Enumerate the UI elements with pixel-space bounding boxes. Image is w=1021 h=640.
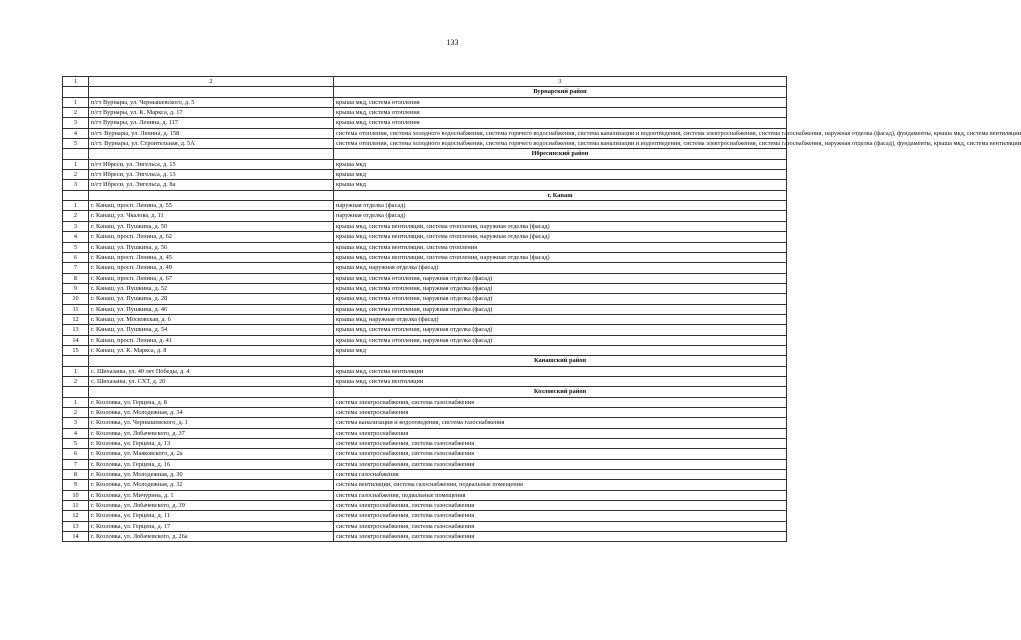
table-row <box>63 428 787 438</box>
row-number: 1 <box>63 97 89 107</box>
work-types-cell: система электроснабжения <box>334 408 787 418</box>
district-title: Вурнарский район <box>334 87 787 97</box>
work-types-cell: система электроснабжения <box>334 428 787 438</box>
column-header: 1 <box>63 77 89 87</box>
row-number: 2 <box>63 211 89 221</box>
row-number: 10 <box>63 294 89 304</box>
table-row <box>63 366 787 376</box>
row-number: 6 <box>63 252 89 262</box>
row-number: 5 <box>63 139 89 149</box>
row-number: 11 <box>63 501 89 511</box>
row-number: 3 <box>63 221 89 231</box>
work-types-cell: крыша мкд, наружная отделка (фасад) <box>334 314 787 324</box>
row-number: 12 <box>63 314 89 324</box>
row-number: 2 <box>63 408 89 418</box>
work-types-cell: крыша мкд <box>334 345 787 355</box>
row-number: 1 <box>63 366 89 376</box>
district-title: Ибресинский район <box>334 149 787 159</box>
table-row <box>63 139 787 149</box>
row-number: 5 <box>63 439 89 449</box>
address-cell: г. Канаш, просп. Ленина, д. 67 <box>89 273 334 283</box>
table-row <box>63 273 787 283</box>
address-cell: г. Канаш, ул. Пушкина, д. 56 <box>89 242 334 252</box>
address-cell: г. Канаш, ул. Пушкина, д. 50 <box>89 221 334 231</box>
table-row <box>63 211 787 221</box>
work-types-cell: система электроснабжения, система газоснабжения <box>334 439 787 449</box>
district-header-row <box>63 190 787 200</box>
work-types-cell: наружная отделка (фасад) <box>334 201 787 211</box>
address-cell: г. Козловка, ул. Герцена, д. 8 <box>89 397 334 407</box>
table-row <box>63 408 787 418</box>
table-row <box>63 397 787 407</box>
buildings-table <box>62 76 1021 542</box>
row-number: 2 <box>63 376 89 386</box>
row-number: 1 <box>63 159 89 169</box>
table-row <box>63 242 787 252</box>
work-types-cell: крыша мкд, система отопления <box>334 97 787 107</box>
address-cell: г. Канаш, ул. Пушкина, д. 54 <box>89 325 334 335</box>
address-cell: г. Канаш, просп. Ленина, д. 45 <box>89 252 334 262</box>
address-cell: г. Козловка, ул. Герцена, д. 11 <box>89 511 334 521</box>
table-row <box>63 418 787 428</box>
table-row <box>63 108 787 118</box>
table-row <box>63 263 787 273</box>
row-number: 1 <box>63 201 89 211</box>
district-header-row <box>63 387 787 397</box>
row-number: 7 <box>63 263 89 273</box>
work-types-cell: крыша мкд, система вентиляции, система отопления <box>334 242 787 252</box>
address-cell: г. Канаш, просп. Ленина, д. 62 <box>89 232 334 242</box>
work-types-cell: система отопления, система холодного водоснабжения, система горячего водоснабжения, система канализации и водоотведения, система электроснабжения, система газоснабжения, наружная отделка (фасад), фундаменты, крыша мкд, система вентиляции <box>334 128 787 138</box>
work-types-cell: система газоснабжения, подвальные помещения <box>334 490 787 500</box>
table-row <box>63 221 787 231</box>
table-row <box>63 314 787 324</box>
row-number: 12 <box>63 511 89 521</box>
row-number: 11 <box>63 304 89 314</box>
column-header: 3 <box>334 77 787 87</box>
work-types-cell: крыша мкд, система вентиляции, система отопления, наружная отделка (фасад) <box>334 252 787 262</box>
table-row <box>63 449 787 459</box>
address-cell: г. Канаш, ул. Чкалова, д. 11 <box>89 211 334 221</box>
address-cell: п/гт Вурнары, ул. Чернышевского, д. 5 <box>89 97 334 107</box>
table-row <box>63 294 787 304</box>
address-cell: г. Козловка, ул. Герцена, д. 13 <box>89 439 334 449</box>
table-row <box>63 521 787 531</box>
row-number: 2 <box>63 108 89 118</box>
address-cell: г. Козловка, ул. Герцена, д. 16 <box>89 459 334 469</box>
row-number: 14 <box>63 532 89 542</box>
row-number: 13 <box>63 325 89 335</box>
work-types-cell: крыша мкд, система отопления, наружная отделка (фасад) <box>334 325 787 335</box>
work-types-cell: система канализации и водоотведения, система газоснабжения <box>334 418 787 428</box>
table-row <box>63 501 787 511</box>
address-cell: г. Канаш, ул. Московская, д. 6 <box>89 314 334 324</box>
row-number: 14 <box>63 335 89 345</box>
table-row <box>63 470 787 480</box>
table-row <box>63 490 787 500</box>
table-row <box>63 170 787 180</box>
district-title: Канашский район <box>334 356 787 366</box>
table-row <box>63 345 787 355</box>
work-types-cell: крыша мкд <box>334 159 787 169</box>
address-cell: г. Козловка, ул. Лобачевского, д. 26а <box>89 532 334 542</box>
table-row <box>63 201 787 211</box>
work-types-cell: крыша мкд, система отопления, наружная отделка (фасад) <box>334 294 787 304</box>
address-cell: г. Канаш, ул. Пушкина, д. 46 <box>89 304 334 314</box>
work-types-cell: крыша мкд, система отопления, наружная отделка (фасад) <box>334 273 787 283</box>
address-cell: г. Канаш, ул. Пушкина, д. 52 <box>89 283 334 293</box>
address-cell: с. Шихазаны, ул. 40 лет Победы, д. 4 <box>89 366 334 376</box>
table-body <box>63 77 1021 542</box>
row-number: 9 <box>63 283 89 293</box>
row-number: 3 <box>63 418 89 428</box>
address-cell: г. Козловка, ул. Молодежная, д. 32 <box>89 480 334 490</box>
work-types-cell: крыша мкд <box>334 180 787 190</box>
address-cell: п/гт Ибреси, ул. Энгельса, д. 15 <box>89 159 334 169</box>
table-header-row <box>63 77 787 87</box>
address-cell: п/гт. Вурнары, ул. Ленина, д. 158 <box>89 128 334 138</box>
work-types-cell: крыша мкд, система вентиляции <box>334 366 787 376</box>
page-number: 133 <box>446 38 459 47</box>
address-cell: г. Козловка, ул. Маяковского, д. 2а <box>89 449 334 459</box>
work-types-cell: система электроснабжения, система газоснабжения <box>334 511 787 521</box>
row-number: 4 <box>63 428 89 438</box>
address-cell: п/гт. Вурнары, ул. Строительная, д. 5А <box>89 139 334 149</box>
work-types-cell: крыша мкд <box>334 170 787 180</box>
table-row <box>63 335 787 345</box>
row-number: 3 <box>63 118 89 128</box>
address-cell: п/гт Вурнары, ул. Ленина, д. 117 <box>89 118 334 128</box>
row-number: 5 <box>63 242 89 252</box>
table-row <box>63 283 787 293</box>
district-header-row <box>63 356 787 366</box>
work-types-cell: крыша мкд, наружная отделка (фасад) <box>334 263 787 273</box>
address-cell: с. Шихазаны, ул. СХТ, д. 20 <box>89 376 334 386</box>
column-header: 2 <box>89 77 334 87</box>
table-row <box>63 480 787 490</box>
address-cell: г. Козловка, ул. Лобачевского, д. 39 <box>89 501 334 511</box>
row-number: 3 <box>63 180 89 190</box>
work-types-cell: система электроснабжения, система газоснабжения <box>334 532 787 542</box>
address-cell: п/гт Ибреси, ул. Энгельса, д. 8а <box>89 180 334 190</box>
address-cell: п/гт Вурнары, ул. К. Маркса, д. 17 <box>89 108 334 118</box>
work-types-cell: наружная отделка (фасад) <box>334 211 787 221</box>
work-types-cell: система электроснабжения, система газоснабжения <box>334 459 787 469</box>
row-number: 7 <box>63 459 89 469</box>
row-number: 2 <box>63 170 89 180</box>
district-title: Козловский район <box>334 387 787 397</box>
work-types-cell: система электроснабжения, система газоснабжения <box>334 449 787 459</box>
work-types-cell: система электроснабжения, система газоснабжения <box>334 397 787 407</box>
table-row <box>63 376 787 386</box>
address-cell: г. Козловка, ул. Молодежная, д. 34 <box>89 408 334 418</box>
address-cell: г. Козловка, ул. Герцена, д. 17 <box>89 521 334 531</box>
row-number: 9 <box>63 480 89 490</box>
address-cell: г. Канаш, ул. К. Маркса, д. 8 <box>89 345 334 355</box>
address-cell: г. Козловка, ул. Чернышевского, д. 1 <box>89 418 334 428</box>
work-types-cell: система газоснабжения <box>334 470 787 480</box>
address-cell: г. Канаш, ул. Пушкина, д. 28 <box>89 294 334 304</box>
table-row <box>63 439 787 449</box>
row-number: 10 <box>63 490 89 500</box>
work-types-cell: крыша мкд, система отопления, наружная отделка (фасад) <box>334 304 787 314</box>
work-types-cell: система электроснабжения, система газоснабжения <box>334 501 787 511</box>
work-types-cell: крыша мкд, система отопления, наружная отделка (фасад) <box>334 335 787 345</box>
work-types-cell: крыша мкд, система вентиляции, система отопления, наружная отделка (фасад) <box>334 221 787 231</box>
work-types-cell: система электроснабжения, система газоснабжения <box>334 521 787 531</box>
row-number: 15 <box>63 345 89 355</box>
row-number: 8 <box>63 470 89 480</box>
work-types-cell: система вентиляции, система газоснабжения, подвальные помещения <box>334 480 787 490</box>
table-row <box>63 252 787 262</box>
table-row <box>63 159 787 169</box>
address-cell: г. Канаш, просп. Ленина, д. 55 <box>89 201 334 211</box>
row-number: 8 <box>63 273 89 283</box>
address-cell: г. Канаш, просп. Ленина, д. 49 <box>89 263 334 273</box>
row-number: 13 <box>63 521 89 531</box>
table-row <box>63 325 787 335</box>
address-cell: г. Козловка, ул. Мичурина, д. 1 <box>89 490 334 500</box>
table-row <box>63 118 787 128</box>
work-types-cell: крыша мкд, система отопления <box>334 108 787 118</box>
address-cell: п/гт Ибреси, ул. Энгельса, д. 13 <box>89 170 334 180</box>
address-cell: г. Козловка, ул. Молодежная, д. 30 <box>89 470 334 480</box>
table-row <box>63 97 787 107</box>
row-number: 6 <box>63 449 89 459</box>
address-cell: г. Козловка, ул. Лобачевского, д. 37 <box>89 428 334 438</box>
work-types-cell: крыша мкд, система отопления, наружная отделка (фасад) <box>334 283 787 293</box>
row-number: 4 <box>63 232 89 242</box>
table-row <box>63 532 787 542</box>
table-row <box>63 128 787 138</box>
row-number: 1 <box>63 397 89 407</box>
work-types-cell: крыша мкд, система отопления <box>334 118 787 128</box>
table-row <box>63 232 787 242</box>
work-types-cell: система отопления, система холодного водоснабжения, система горячего водоснабжения, система канализации и водоотведения, система электроснабжения, система газоснабжения, наружная отделка (фасад), фундаменты, крыша мкд, система вентиляции <box>334 139 787 149</box>
work-types-cell: крыша мкд, система вентиляции, система отопления, наружная отделка (фасад) <box>334 232 787 242</box>
district-header-row <box>63 87 787 97</box>
table-row <box>63 180 787 190</box>
district-title: г. Канаш <box>334 190 787 200</box>
table-row <box>63 304 787 314</box>
row-number: 4 <box>63 128 89 138</box>
work-types-cell: крыша мкд, система вентиляции <box>334 376 787 386</box>
district-header-row <box>63 149 787 159</box>
table-row <box>63 459 787 469</box>
table-row <box>63 511 787 521</box>
address-cell: г. Канаш, просп. Ленина, д. 41 <box>89 335 334 345</box>
